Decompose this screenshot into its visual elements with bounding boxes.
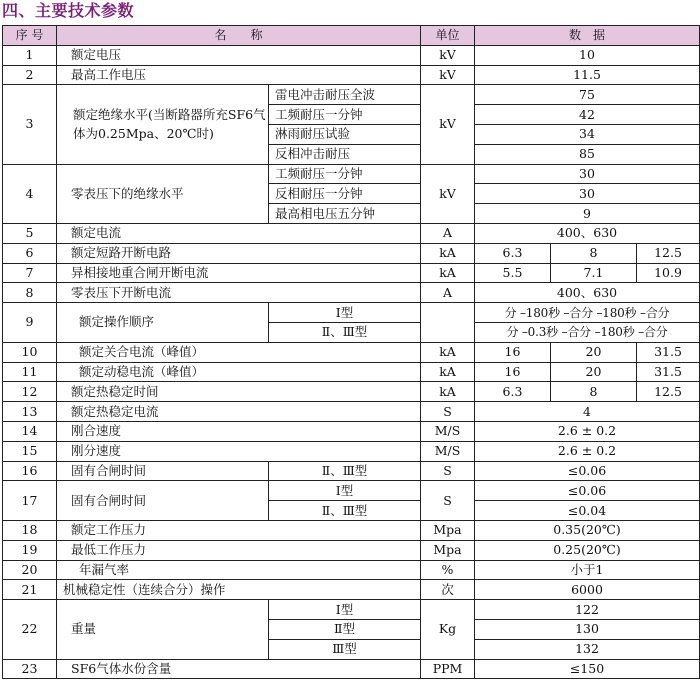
row-unit: A xyxy=(421,283,475,303)
row-unit: Mpa xyxy=(421,520,475,540)
row-name: 额定热稳定时间 xyxy=(57,382,421,402)
row-value: 0.35(20℃) xyxy=(475,520,700,540)
row-value: 30 xyxy=(475,164,700,184)
row-no: 20 xyxy=(3,560,57,580)
row-name: 最高工作电压 xyxy=(57,65,421,85)
row-value: 30 xyxy=(475,184,700,204)
row-no: 19 xyxy=(3,540,57,560)
row-value-3: 31.5 xyxy=(637,342,700,362)
row-unit: kV xyxy=(421,85,475,164)
row-value: ≤0.06 xyxy=(475,481,700,501)
table-row xyxy=(3,481,700,501)
row-value: 130 xyxy=(475,619,700,639)
row-unit: kA xyxy=(421,342,475,362)
row-no: 5 xyxy=(3,223,57,243)
row-value: 4 xyxy=(475,402,700,422)
row-no: 2 xyxy=(3,65,57,85)
sub-label: 反相耐压一分钟 xyxy=(269,184,421,204)
sub-label: Ⅱ型 xyxy=(269,619,421,639)
row-no: 4 xyxy=(3,164,57,223)
row-value-3: 12.5 xyxy=(637,243,700,263)
sub-label: 工频耐压一分钟 xyxy=(269,105,421,125)
table-row xyxy=(3,421,700,441)
row-unit: kA xyxy=(421,382,475,402)
row-value: ≤150 xyxy=(475,659,700,679)
row-value-1: 16 xyxy=(475,342,551,362)
table-row xyxy=(3,303,700,323)
row-unit: A xyxy=(421,223,475,243)
row-value: ≤0.06 xyxy=(475,461,700,481)
row-unit: M/S xyxy=(421,421,475,441)
row-value-1: 16 xyxy=(475,362,551,382)
table-row xyxy=(3,283,700,303)
row-value: 400、630 xyxy=(475,223,700,243)
row-value: 132 xyxy=(475,639,700,659)
table-header xyxy=(3,26,700,46)
row-no: 3 xyxy=(3,85,57,164)
sub-label: Ⅱ、Ⅲ型 xyxy=(269,461,421,481)
row-no: 7 xyxy=(3,263,57,283)
row-name: 刚分速度 xyxy=(57,441,421,461)
row-value: 小于1 xyxy=(475,560,700,580)
sub-label: 淋雨耐压试验 xyxy=(269,124,421,144)
header-data: 数 据 xyxy=(475,26,700,46)
row-no: 9 xyxy=(3,303,57,343)
row-value: 0.25(20℃) xyxy=(475,540,700,560)
row-no: 8 xyxy=(3,283,57,303)
sub-label: Ⅰ型 xyxy=(269,303,421,323)
row-name: 机械稳定性（连续合分）操作 xyxy=(57,580,421,600)
technical-parameters-table xyxy=(2,25,700,679)
table-row xyxy=(3,659,700,679)
row-no: 1 xyxy=(3,45,57,65)
row-name: 额定电压 xyxy=(57,45,421,65)
table-row xyxy=(3,85,700,105)
row-unit: S xyxy=(421,402,475,422)
table-row xyxy=(3,342,700,362)
header-unit: 单位 xyxy=(421,26,475,46)
row-value-2: 20 xyxy=(551,342,637,362)
row-no: 18 xyxy=(3,520,57,540)
row-value-2: 20 xyxy=(551,362,637,382)
row-unit: S xyxy=(421,481,475,521)
table-row xyxy=(3,461,700,481)
row-no: 11 xyxy=(3,362,57,382)
row-name: 额定操作顺序 xyxy=(57,303,269,343)
sub-label: Ⅱ、Ⅲ型 xyxy=(269,501,421,521)
row-value: 75 xyxy=(475,85,700,105)
table-row xyxy=(3,520,700,540)
header-no: 序 号 xyxy=(3,26,57,46)
row-value: 400、630 xyxy=(475,283,700,303)
row-unit: Mpa xyxy=(421,540,475,560)
table-row xyxy=(3,402,700,422)
row-name: 额定短路开断电路 xyxy=(57,243,421,263)
sub-label: Ⅰ型 xyxy=(269,481,421,501)
table-row xyxy=(3,243,700,263)
row-no: 23 xyxy=(3,659,57,679)
row-unit: M/S xyxy=(421,441,475,461)
row-value: 分 –0.3秒 –合分 –180秒 –合分 xyxy=(475,322,700,342)
row-value-1: 6.3 xyxy=(475,382,551,402)
row-name: 固有合闸时间 xyxy=(57,481,269,521)
row-no: 15 xyxy=(3,441,57,461)
row-value: 34 xyxy=(475,124,700,144)
table-row xyxy=(3,362,700,382)
row-no: 21 xyxy=(3,580,57,600)
row-name: 额定工作压力 xyxy=(57,520,421,540)
row-unit: kV xyxy=(421,45,475,65)
row-value: 9 xyxy=(475,204,700,224)
row-unit: PPM xyxy=(421,659,475,679)
row-name: 零表压下开断电流 xyxy=(57,283,421,303)
row-no: 10 xyxy=(3,342,57,362)
row-no: 12 xyxy=(3,382,57,402)
row-unit: kA xyxy=(421,263,475,283)
row-value-2: 7.1 xyxy=(551,263,637,283)
row-value: 10 xyxy=(475,45,700,65)
row-unit: S xyxy=(421,461,475,481)
row-name: 额定电流 xyxy=(57,223,421,243)
table-row xyxy=(3,164,700,184)
sub-label: Ⅲ型 xyxy=(269,639,421,659)
header-name: 名 称 xyxy=(57,26,421,46)
table-row xyxy=(3,263,700,283)
table-row xyxy=(3,441,700,461)
sub-label: 雷电冲击耐压全波 xyxy=(269,85,421,105)
row-value-3: 12.5 xyxy=(637,382,700,402)
row-name: 零表压下的绝缘水平 xyxy=(57,164,269,223)
row-unit: kV xyxy=(421,65,475,85)
row-unit: % xyxy=(421,560,475,580)
row-name: 额定热稳定电流 xyxy=(57,402,421,422)
row-value-2: 8 xyxy=(551,243,637,263)
row-name: 额定关合电流（峰值） xyxy=(57,342,421,362)
row-value: 6000 xyxy=(475,580,700,600)
row-value: 11.5 xyxy=(475,65,700,85)
row-no: 6 xyxy=(3,243,57,263)
table-row xyxy=(3,560,700,580)
sub-label: Ⅱ、Ⅲ型 xyxy=(269,322,421,342)
table-row xyxy=(3,580,700,600)
row-value: ≤0.04 xyxy=(475,501,700,521)
table-row xyxy=(3,223,700,243)
row-name: 年漏气率 xyxy=(57,560,421,580)
row-value-3: 10.9 xyxy=(637,263,700,283)
row-value: 42 xyxy=(475,105,700,125)
section-title: 四、主要技术参数 xyxy=(2,1,135,20)
row-value-1: 5.5 xyxy=(475,263,551,283)
row-name: 重量 xyxy=(57,600,269,659)
row-value: 122 xyxy=(475,600,700,620)
row-unit xyxy=(421,303,475,343)
row-value: 分 –180秒 –合分 –180秒 –合分 xyxy=(475,303,700,323)
table-row xyxy=(3,65,700,85)
row-name: 额定动稳电流（峰值） xyxy=(57,362,421,382)
row-name: 异相接地重合闸开断电流 xyxy=(57,263,421,283)
row-no: 13 xyxy=(3,402,57,422)
table-row xyxy=(3,600,700,620)
row-value-2: 8 xyxy=(551,382,637,402)
row-name: 刚合速度 xyxy=(57,421,421,441)
row-value: 85 xyxy=(475,144,700,164)
row-value-1: 6.3 xyxy=(475,243,551,263)
sub-label: Ⅰ型 xyxy=(269,600,421,620)
row-unit: 次 xyxy=(421,580,475,600)
row-value-3: 31.5 xyxy=(637,362,700,382)
row-name: SF6气体水份含量 xyxy=(57,659,421,679)
row-unit: Kg xyxy=(421,600,475,659)
row-no: 14 xyxy=(3,421,57,441)
table-row xyxy=(3,540,700,560)
row-no: 22 xyxy=(3,600,57,659)
row-name: 额定绝缘水平(当断路器所充SF6气体为0.25Mpa、20℃时) xyxy=(57,85,269,164)
row-name: 最低工作压力 xyxy=(57,540,421,560)
row-no: 16 xyxy=(3,461,57,481)
row-no: 17 xyxy=(3,481,57,521)
sub-label: 反相冲击耐压 xyxy=(269,144,421,164)
row-name: 固有合闸时间 xyxy=(57,461,269,481)
row-unit: kA xyxy=(421,243,475,263)
row-value: 2.6 ± 0.2 xyxy=(475,421,700,441)
table-row xyxy=(3,45,700,65)
row-unit: kV xyxy=(421,164,475,223)
row-unit: kA xyxy=(421,362,475,382)
sub-label: 工频耐压一分钟 xyxy=(269,164,421,184)
table-row xyxy=(3,382,700,402)
sub-label: 最高相电压五分钟 xyxy=(269,204,421,224)
row-value: 2.6 ± 0.2 xyxy=(475,441,700,461)
